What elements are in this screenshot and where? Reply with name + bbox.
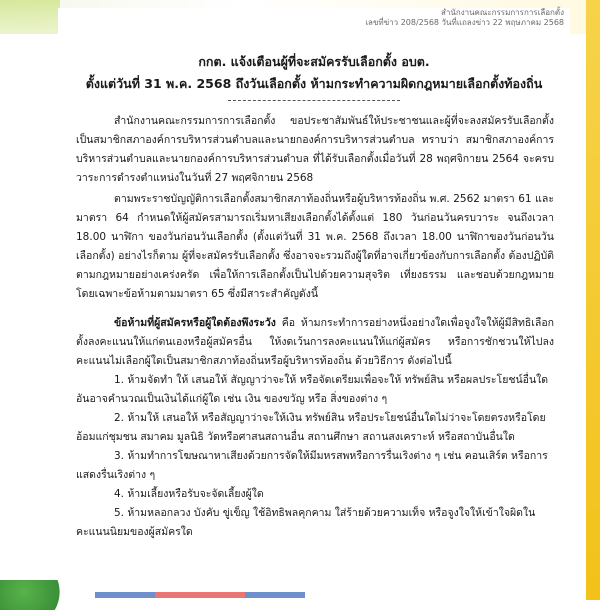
- paragraph-1: [76, 112, 554, 188]
- title-line-2: ตั้งแต่วันที่ 31 พ.ค. 2568 ถึงวันเลือกตั้ง ห้ามกระทำความผิดกฎหมายเลือกตั้งท้องถิ่น: [85, 76, 543, 91]
- paragraph-2-text: ตามพระราชบัญญัติการเลือกตั้งสมาชิกสภาท้องถิ่นหรือผู้บริหารท้องถิ่น พ.ศ. 2562 มาตรา 61 และมาตรา 64 กำหนดให้ผู้สมัครสามารถเริ่มหาเสียงเลือกตั้งได้ตั้งแต่ 180 วันก่อนวันครบวาระ จนถึงเวลา 18.00 นาฬิกา ของวันก่อนวันเลือกตั้ง (ตั้งแต่วันที่ 31 พ.ค. 2568 ถึงเวลา 18.00 นาฬิกาของวันก่อนวันเลือกตั้ง) อย่างไรก็ตาม ผู้ที่จะสมัครรับเลือกตั้ง ซึ่งอาจจะรวมถึงผู้ใดที่อาจเกี่ยวข้องกับการเลือกตั้ง ต้องปฏิบัติตามกฎหมายอย่างเคร่งครัด เพื่อให้การเลือกตั้งเป็นไปด้วยความสุจริต เที่ยงธรรม และชอบด้วยกฎหมาย โดยเฉพาะข้อห้ามตามมาตรา 65 ซึ่งมีสาระสำคัญดังนี้: [76, 193, 554, 300]
- list-item-text: 5. ห้ามหลอกลวง บังคับ ขู่เข็ญ ใช้อิทธิพลคุกคาม ใส่ร้ายด้วยความเท็จ หรือจูงใจให้เข้าใจผิดในคะแนนนิยมของผู้สมัครใด: [76, 507, 536, 538]
- prohibition-heading: ข้อห้ามที่ผู้สมัครหรือผู้ใดต้องพึงระวัง: [114, 317, 276, 329]
- paragraph-2: [76, 190, 554, 304]
- list-item-text: 1. ห้ามจัดทำ ให้ เสนอให้ สัญญาว่าจะให้ หรือจัดเตรียมเพื่อจะให้ ทรัพย์สิน หรือผลประโยชน์อื่นใดอันอาจคำนวณเป็นเงินได้แก่ผู้ใด เช่น เงิน ของขวัญ หรือ สิ่งของต่าง ๆ: [76, 374, 549, 405]
- list-item: [76, 504, 554, 542]
- list-item: [76, 485, 554, 504]
- list-item-text: 4. ห้ามเลี้ยงหรือรับจะจัดเลี้ยงผู้ใด: [114, 488, 264, 500]
- doc-reference: เลขที่ข่าว 208/2568 วันที่แถลงข่าว 22 พฤษภาคม 2568: [365, 18, 564, 27]
- bottom-decor-band: [0, 582, 600, 600]
- list-item-text: 2. ห้ามให้ เสนอให้ หรือสัญญาว่าจะให้เงิน ทรัพย์สิน หรือประโยชน์อื่นใดไม่ว่าจะโดยตรงหรือโดยอ้อมแก่ชุมชน สมาคม มูลนิธิ วัดหรือศาสนสถานอื่น สถานศึกษา สถานสงเคราะห์ หรือสถาบันอื่นใด: [76, 412, 546, 443]
- list-item-text: 3. ห้ามทำการโฆษณาหาเสียงด้วยการจัดให้มีมหรสพหรือการรื่นเริงต่าง ๆ เช่น คอนเสิร์ต หรือการแสดงรื่นเริงต่าง ๆ: [76, 450, 548, 481]
- list-item: [76, 447, 554, 485]
- bottom-color-bar: [95, 592, 395, 598]
- list-item: [76, 371, 554, 409]
- prohibition-list: [76, 371, 554, 542]
- press-release-page: [58, 8, 570, 593]
- paragraph-1-text: สำนักงานคณะกรรมการการเลือกตั้ง ขอประชาสัมพันธ์ให้ประชาชนและผู้ที่จะลงสมัครรับเลือกตั้งเป็นสมาชิกสภาองค์การบริหารส่วนตำบลและนายกองค์การบริหารส่วนตำบล ทราบว่า สมาชิกสภาองค์การบริหารส่วนตำบลและนายกองค์การบริหารส่วนตำบล ที่ได้รับเลือกตั้งเมื่อวันที่ 28 พฤศจิกายน 2564 จะครบวาระการดำรงตำแหน่งในวันที่ 27 พฤศจิกายน 2568: [76, 115, 554, 184]
- list-item: [76, 409, 554, 447]
- title-line-1: กกต. แจ้งเตือนผู้ที่จะสมัครรับเลือกตั้ง อบต.: [198, 54, 430, 69]
- paragraph-3: [76, 314, 554, 371]
- paragraph-3-text: คือ ห้ามกระทำการอย่างหนึ่งอย่างใดเพื่อจูงใจให้ผู้มีสิทธิเลือกตั้งลงคะแนนให้แก่ตนเองหรือผู้สมัครอื่น ให้งดเว้นการลงคะแนนให้แก่ผู้สมัคร หรือการชักชวนให้ไปลงคะแนนไม่เลือกผู้ใดเป็นสมาชิกสภาท้องถิ่นหรือผู้บริหารท้องถิ่น ด้วยวิธีการ ดังต่อไปนี้: [76, 317, 554, 367]
- title-separator: [228, 100, 400, 101]
- green-logo-shape: [0, 580, 80, 610]
- org-name: สำนักงานคณะกรรมการการเลือกตั้ง: [441, 8, 564, 17]
- header-meta: [365, 8, 564, 28]
